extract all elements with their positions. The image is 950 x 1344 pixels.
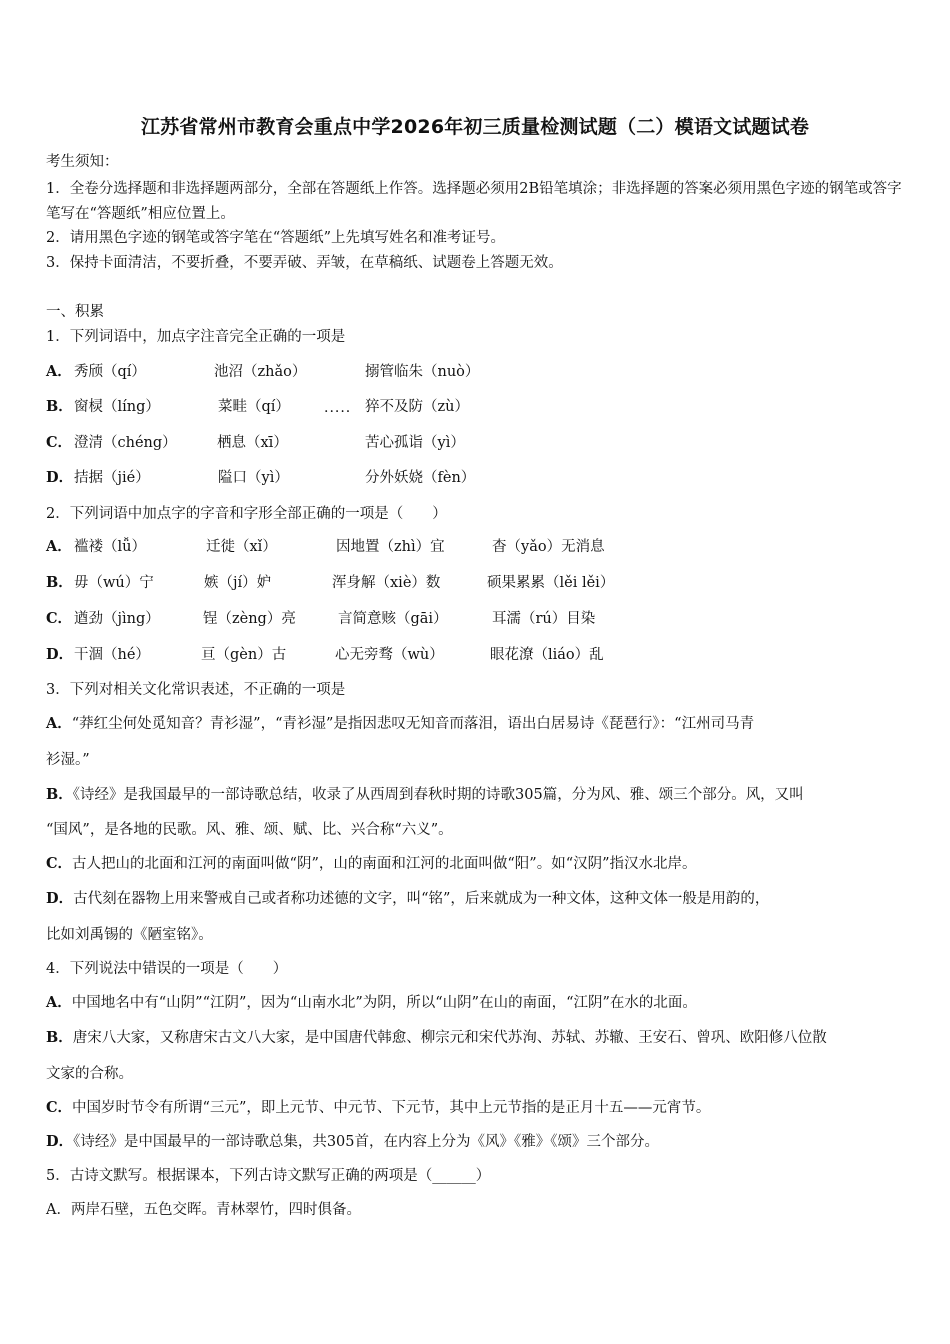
q1-option-a-word2: 池沼（zhǎo） — [214, 364, 307, 380]
q5-stem: 5．古诗文默写。根据课本，下列古诗文默写正确的两项是（______） — [46, 1168, 491, 1184]
q2-option-b-word3: 浑身解（xiè）数 — [332, 575, 441, 591]
q1-option-d-letter: D． — [46, 469, 74, 486]
q4-option-a: A．中国地名中有“山阴”“江阴”，因为“山南水北”为阴，所以“山阴”在山的南面，“江阴”在水的北面。 — [46, 994, 697, 1011]
q2-option-c-word4: 耳濡（rú）目染 — [492, 611, 596, 627]
q1-option-d-word2: 隘口（yì） — [218, 470, 289, 486]
q1-option-c-word2: 栖息（xī） — [217, 435, 288, 451]
q1-option-c-word3: 苦心孤诣（yì） — [365, 435, 465, 451]
q2-option-d-word4: 眼花潦（liáo）乱 — [490, 647, 604, 663]
q3-option-a-line1: A．“莽红尘何处觅知音？青衫湿”，“青衫湿”是指因悲叹无知音而落泪，语出白居易诗《琵琶行》：“江州司马青 — [46, 715, 755, 732]
q2-option-a-word3: 因地置（zhì）宜 — [336, 539, 445, 555]
q3-option-d-line2: 比如刘禹锡的《陋室铭》。 — [46, 927, 213, 943]
q3-stem: 3．下列对相关文化常识表述，不正确的一项是 — [46, 682, 346, 698]
q2-option-d-word2: 亘（gèn）古 — [201, 647, 287, 663]
q2-option-b-word2: 嫉（jí）妒 — [204, 575, 272, 591]
q1-option-b-word2: 菜畦（qí） — [218, 399, 290, 415]
q4-stem: 4．下列说法中错误的一项是（ ） — [46, 961, 288, 977]
q3-option-b-line1: B．《诗经》是我国最早的一部诗歌总结，收录了从西周到春秋时期的诗歌305篇，分为风、雅、颂三个部分。风，又叫 — [46, 786, 804, 803]
q1-option-a-word1: 秀颀（qí） — [74, 364, 146, 380]
q1-option-a-word3: 搦管临朱（nuò） — [365, 364, 480, 380]
q1-option-d-word1: 拮据（jié） — [74, 470, 150, 486]
q4-option-b-line1: B．唐宋八大家，又称唐宋古文八大家，是中国唐代韩愈、柳宗元和宋代苏洵、苏轼、苏辙、王安石、曾巩、欧阳修八位散 — [46, 1029, 827, 1046]
q2-option-a-word1: 褴褛（lǚ） — [74, 539, 146, 555]
q2-option-d-word3: 心无旁骛（wù） — [335, 647, 444, 663]
q3-option-a-line2: 衫湿。” — [46, 752, 90, 768]
q2-option-b-word4: 硕果累累（lěi lěi） — [487, 575, 615, 591]
q2-option-d-word1: 干涸（hé） — [74, 647, 150, 663]
q4-option-c-letter: C． — [46, 1099, 73, 1116]
notice-item-3: 3．保持卡面清洁，不要折叠，不要弄破、弄皱，在草稿纸、试题卷上答题无效。 — [46, 255, 563, 271]
q3-option-a-line1-letter: A． — [46, 715, 72, 732]
q3-option-d-line1: D．古代刻在器物上用来警戒自己或者称功述德的文字，叫“铭”，后来就成为一种文体，这种文体一般是用韵的， — [46, 890, 770, 907]
q1-option-b-word3: 猝不及防（zù） — [365, 399, 469, 415]
q4-option-c: C．中国岁时节令有所谓“三元”，即上元节、中元节、下元节，其中上元节指的是正月十五——元宵节。 — [46, 1099, 711, 1116]
q3-option-c: C．古人把山的北面和江河的南面叫做“阴”，山的南面和江河的北面叫做“阳”。如“汉阴”指汉水北岸。 — [46, 855, 697, 872]
exam-title: 江苏省常州市教育会重点中学2026年初三质量检测试题（二）模语文试题试卷 — [140, 116, 810, 138]
q1-stem: 1．下列词语中，加点字注音完全正确的一项是 — [46, 329, 346, 345]
q4-option-a-letter: A． — [46, 994, 72, 1011]
q3-option-b-line2: “国风”，是各地的民歌。风、雅、颂、赋、比、兴合称“六义”。 — [46, 822, 453, 838]
q3-option-b-line1-letter: B． — [46, 786, 73, 803]
q3-option-c-letter: C． — [46, 855, 73, 872]
q2-option-b-letter: B． — [46, 574, 73, 591]
q4-option-b-line2: 文家的合称。 — [46, 1066, 133, 1082]
q1-option-c-letter: C． — [46, 434, 73, 451]
q1-option-b-word1: 窗棂（líng） — [74, 399, 160, 415]
q1-option-d-word3: 分外妖娆（fèn） — [365, 470, 476, 486]
section-heading: 一、积累 — [46, 304, 104, 320]
q2-option-c-word2: 锃（zèng）亮 — [203, 611, 296, 627]
notice-item-1: 1．全卷分选择题和非选择题两部分，全部在答题纸上作答。选择题必须用2B铅笔填涂；非选择题的答案必须用黑色字迹的钢笔或答字笔写在“答题纸”相应位置上。 — [46, 181, 902, 222]
q2-option-a-word2: 迁徙（xǐ） — [206, 539, 277, 555]
q2-option-c-word1: 遒劲（jìng） — [74, 611, 160, 627]
q2-option-c-word3: 言简意赅（gāi） — [338, 611, 448, 627]
q1-emphasis-dots: ..... — [324, 400, 352, 416]
q2-stem: 2．下列词语中加点字的字音和字形全部正确的一项是（ ） — [46, 506, 447, 522]
q2-option-a-word4: 杳（yǎo）无消息 — [492, 539, 605, 555]
q2-option-c-letter: C． — [46, 610, 73, 627]
q2-option-d-letter: D． — [46, 646, 74, 663]
q2-option-a-letter: A． — [46, 538, 72, 555]
notice-item-2: 2．请用黑色字迹的钢笔或答字笔在“答题纸”上先填写姓名和准考证号。 — [46, 230, 506, 246]
q2-option-b-word1: 毋（wú）宁 — [74, 575, 154, 591]
q3-option-d-line1-letter: D． — [46, 890, 74, 907]
notice-heading: 考生须知： — [46, 154, 119, 170]
q1-option-b-letter: B． — [46, 398, 73, 415]
q1-option-c-word1: 澄清（chéng） — [74, 435, 177, 451]
q4-option-d-letter: D． — [46, 1133, 74, 1150]
q4-option-b-line1-letter: B． — [46, 1029, 73, 1046]
q4-option-d: D．《诗经》是中国最早的一部诗歌总集，共305首，在内容上分为《风》《雅》《颂》三个部分。 — [46, 1133, 660, 1150]
q1-option-a-letter: A． — [46, 363, 72, 380]
q5-option-a: A．两岸石壁，五色交晖。青林翠竹，四时俱备。 — [46, 1202, 361, 1218]
